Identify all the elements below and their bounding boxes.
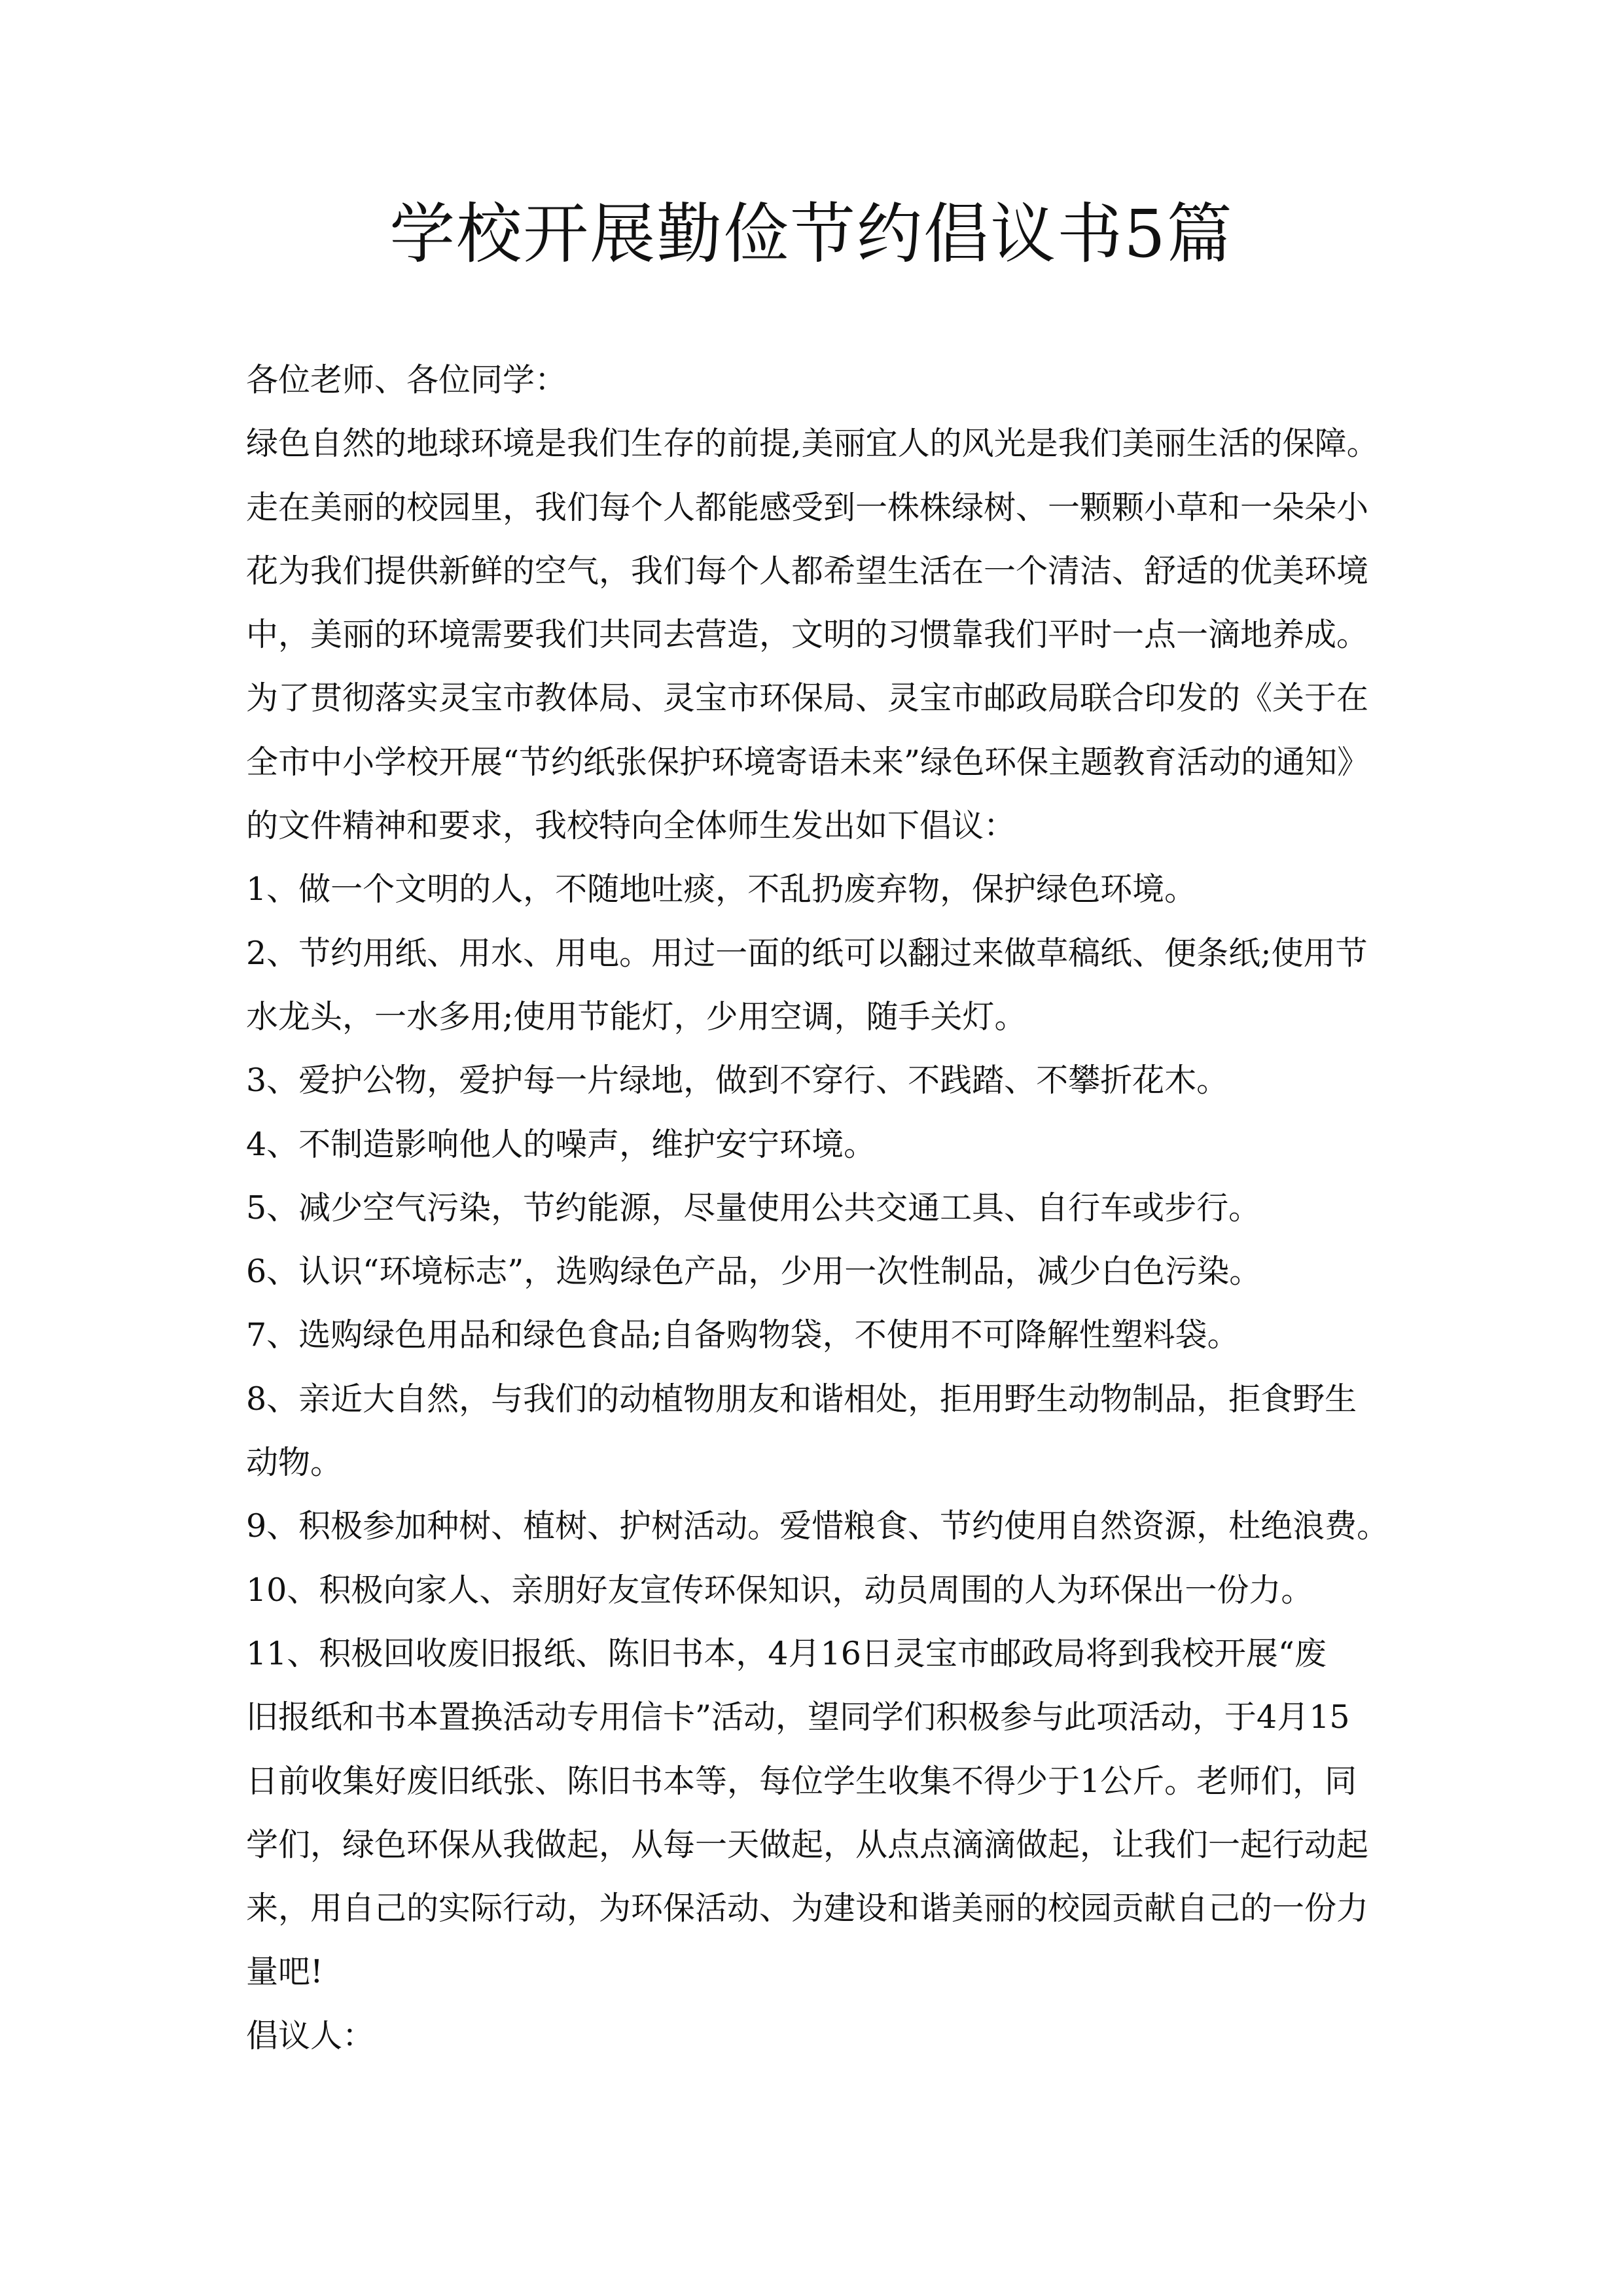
text-line: 旧报纸和书本置换活动专用信卡”活动，望同学们积极参与此项活动，于4月15 <box>246 1698 1350 1736</box>
text-line: 4、不制造影响他人的噪声，维护安宁环境。 <box>246 1125 876 1163</box>
text-line: 量吧! <box>246 1953 323 1991</box>
text-line: 为了贯彻落实灵宝市教体局、灵宝市环保局、灵宝市邮政局联合印发的《关于在 <box>246 679 1369 717</box>
text-line: 动物。 <box>246 1444 343 1482</box>
text-line: 2、节约用纸、用水、用电。用过一面的纸可以翻过来做草稿纸、便条纸;使用节 <box>246 934 1368 972</box>
text-line: 10、积极向家人、亲朋好友宣传环保知识，动员周围的人为环保出一份力。 <box>246 1571 1313 1609</box>
text-line: 来，用自己的实际行动，为环保活动、为建设和谐美丽的校园贡献自己的一份力 <box>246 1890 1369 1928</box>
text-line: 1、做一个文明的人，不随地吐痰，不乱扔废弃物，保护绿色环境。 <box>246 870 1197 908</box>
text-line: 中，美丽的环境需要我们共同去营造，文明的习惯靠我们平时一点一滴地养成。 <box>246 616 1369 654</box>
text-line: 11、积极回收废旧报纸、陈旧书本，4月16日灵宝市邮政局将到我校开展“废 <box>246 1634 1327 1672</box>
text-line: 花为我们提供新鲜的空气，我们每个人都希望生活在一个清洁、舒适的优美环境 <box>246 552 1369 590</box>
text-line: 学们，绿色环保从我做起，从每一天做起，从点点滴滴做起，让我们一起行动起 <box>246 1825 1369 1863</box>
document-title: 学校开展勤俭节约倡议书5篇 <box>389 196 1234 272</box>
text-line: 3、爱护公物，爱护每一片绿地，做到不穿行、不践踏、不攀折花木。 <box>246 1062 1229 1100</box>
text-line: 水龙头，一水多用;使用节能灯，少用空调，随手关灯。 <box>246 997 1027 1035</box>
text-line: 倡议人： <box>246 2017 375 2054</box>
text-line: 各位老师、各位同学： <box>246 361 567 399</box>
text-line: 的文件精神和要求，我校特向全体师生发出如下倡议： <box>246 807 1016 845</box>
text-line: 8、亲近大自然，与我们的动植物朋友和谐相处，拒用野生动物制品，拒食野生 <box>246 1380 1357 1418</box>
text-line: 7、选购绿色用品和绿色食品;自备购物袋，不使用不可降解性塑料袋。 <box>246 1316 1240 1354</box>
text-line: 9、积极参加种树、植树、护树活动。爱惜粮食、节约使用自然资源，杜绝浪费。 <box>246 1507 1389 1545</box>
text-line: 绿色自然的地球环境是我们生存的前提,美丽宜人的风光是我们美丽生活的保障。 <box>246 425 1379 463</box>
document-body <box>246 348 1424 2068</box>
text-line: 5、减少空气污染，节约能源，尽量使用公共交通工具、自行车或步行。 <box>246 1189 1261 1227</box>
text-line: 6、认识“环境标志”，选购绿色产品，少用一次性制品，减少白色污染。 <box>246 1253 1262 1291</box>
text-line: 全市中小学校开展“节约纸张保护环境寄语未来”绿色环保主题教育活动的通知》 <box>246 743 1370 781</box>
text-line: 走在美丽的校园里，我们每个人都能感受到一株株绿树、一颗颗小草和一朵朵小 <box>246 488 1369 526</box>
text-line: 日前收集好废旧纸张、陈旧书本等，每位学生收集不得少于1公斤。老师们，同 <box>246 1762 1357 1800</box>
